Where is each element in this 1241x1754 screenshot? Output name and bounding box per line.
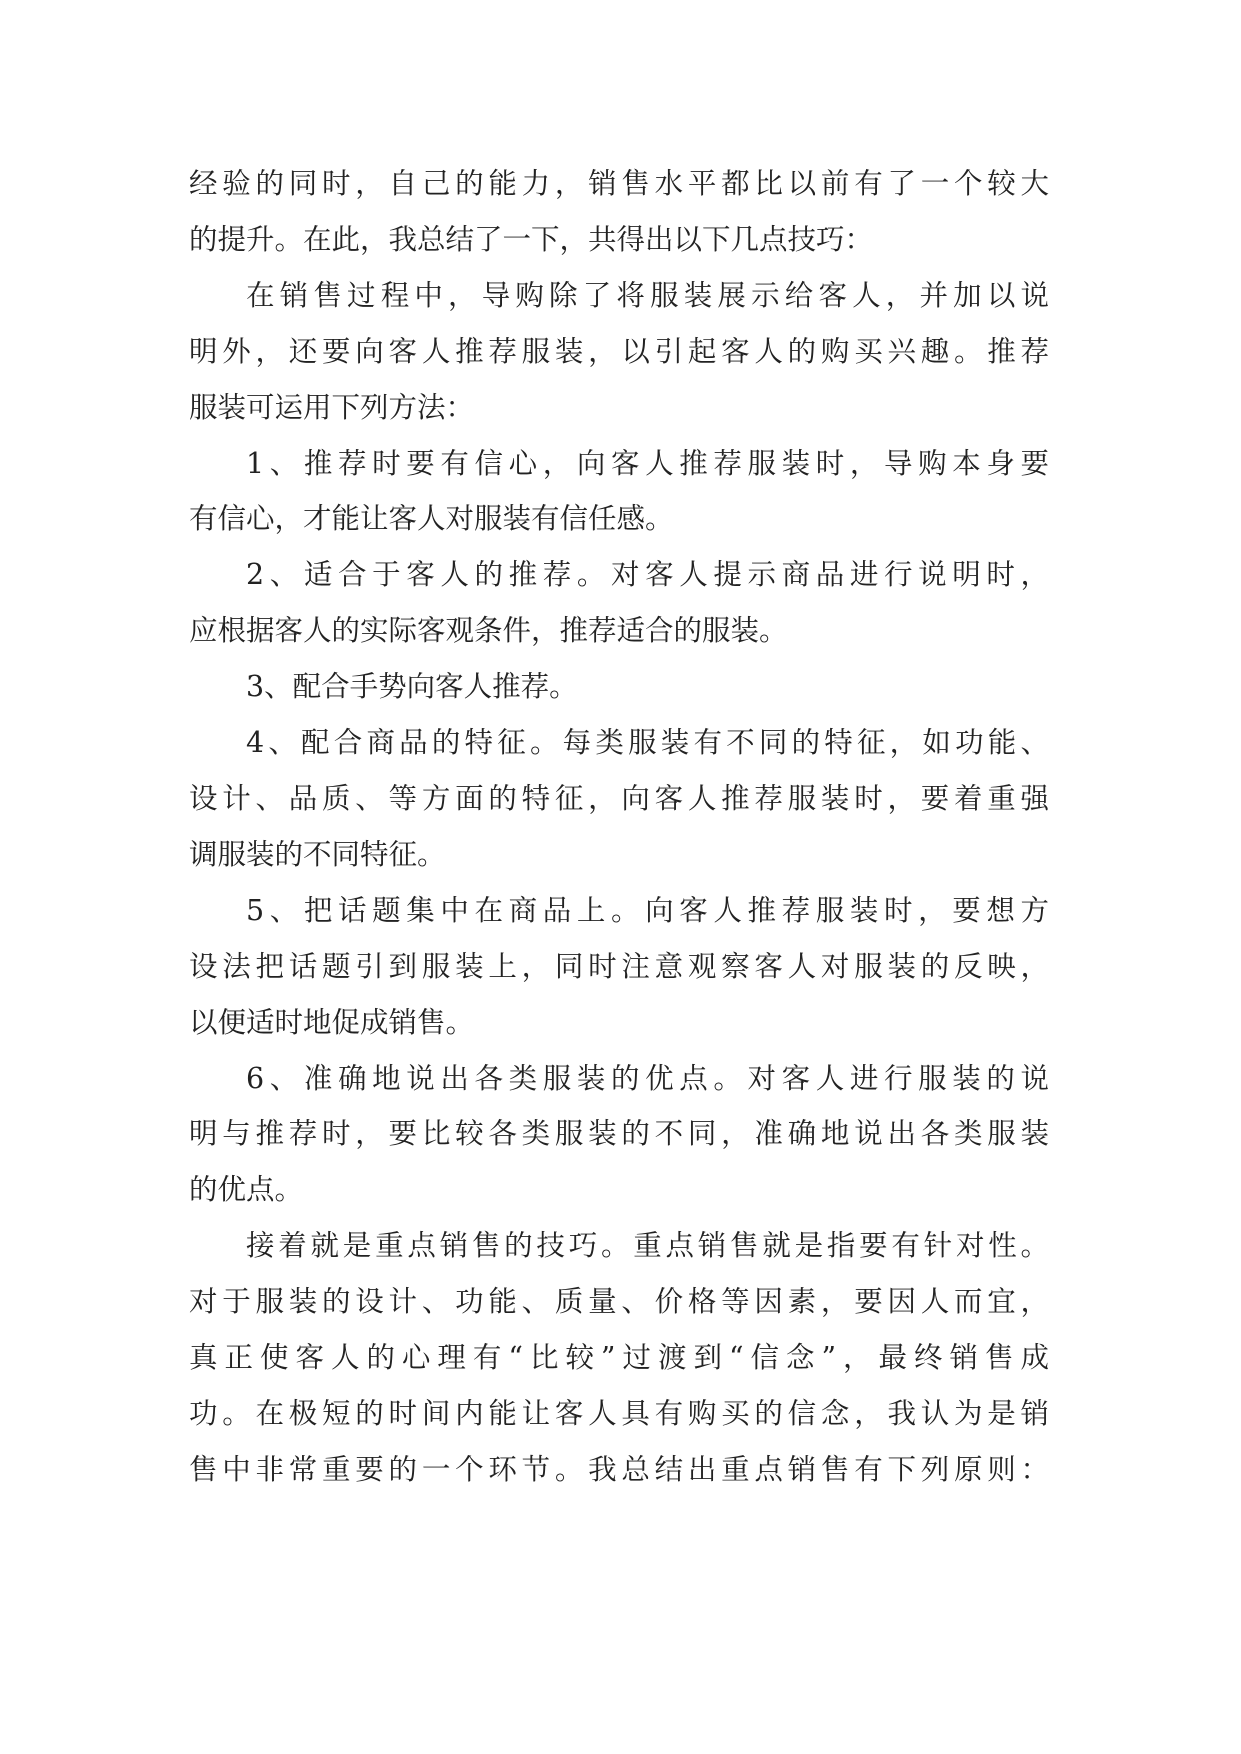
text-line: 有信心，才能让客人对服装有信任感。 bbox=[189, 502, 674, 536]
text-line: 3、配合手势向客人推荐。 bbox=[246, 670, 578, 704]
text-line: 的优点。 bbox=[189, 1173, 304, 1207]
text-line: 应根据客人的实际客观条件，推荐适合的服装。 bbox=[189, 614, 788, 648]
text-line: 功。在极短的时间内能让客人具有购买的信念，我认为是销 bbox=[189, 1396, 1049, 1430]
text-line: 5、把话题集中在商品上。向客人推荐服装时，要想方 bbox=[246, 893, 1049, 927]
text-line: 服装可运用下列方法： bbox=[189, 390, 475, 424]
text-line: 6、准确地说出各类服装的优点。对客人进行服装的说 bbox=[246, 1061, 1049, 1095]
text-line: 设计、品质、等方面的特征，向客人推荐服装时，要着重强 bbox=[189, 781, 1049, 815]
document-body bbox=[189, 156, 1049, 1498]
text-line: 以便适时地促成销售。 bbox=[189, 1005, 475, 1039]
text-line: 对于服装的设计、功能、质量、价格等因素，要因人而宜， bbox=[189, 1285, 1049, 1319]
text-line: 4、配合商品的特征。每类服装有不同的特征，如功能、 bbox=[246, 726, 1049, 760]
text-line: 2、适合于客人的推荐。对客人提示商品进行说明时， bbox=[246, 558, 1049, 592]
text-line: 1、推荐时要有信心，向客人推荐服装时，导购本身要 bbox=[246, 446, 1049, 480]
text-line: 调服装的不同特征。 bbox=[189, 837, 446, 871]
text-line: 的提升。在此，我总结了一下，共得出以下几点技巧： bbox=[189, 222, 874, 256]
text-line: 明与推荐时，要比较各类服装的不同，准确地说出各类服装 bbox=[189, 1117, 1049, 1151]
text-line: 真正使客人的心理有“比较”过渡到“信念”，最终销售成 bbox=[189, 1341, 1049, 1375]
text-line: 明外，还要向客人推荐服装，以引起客人的购买兴趣。推荐 bbox=[189, 334, 1049, 368]
text-line: 在销售过程中，导购除了将服装展示给客人，并加以说 bbox=[246, 278, 1049, 312]
text-line: 售中非常重要的一个环节。我总结出重点销售有下列原则： bbox=[189, 1452, 1049, 1486]
text-line: 设法把话题引到服装上，同时注意观察客人对服装的反映， bbox=[189, 949, 1049, 983]
text-line: 接着就是重点销售的技巧。重点销售就是指要有针对性。 bbox=[246, 1229, 1049, 1263]
text-line: 经验的同时，自己的能力，销售水平都比以前有了一个较大 bbox=[189, 167, 1049, 200]
